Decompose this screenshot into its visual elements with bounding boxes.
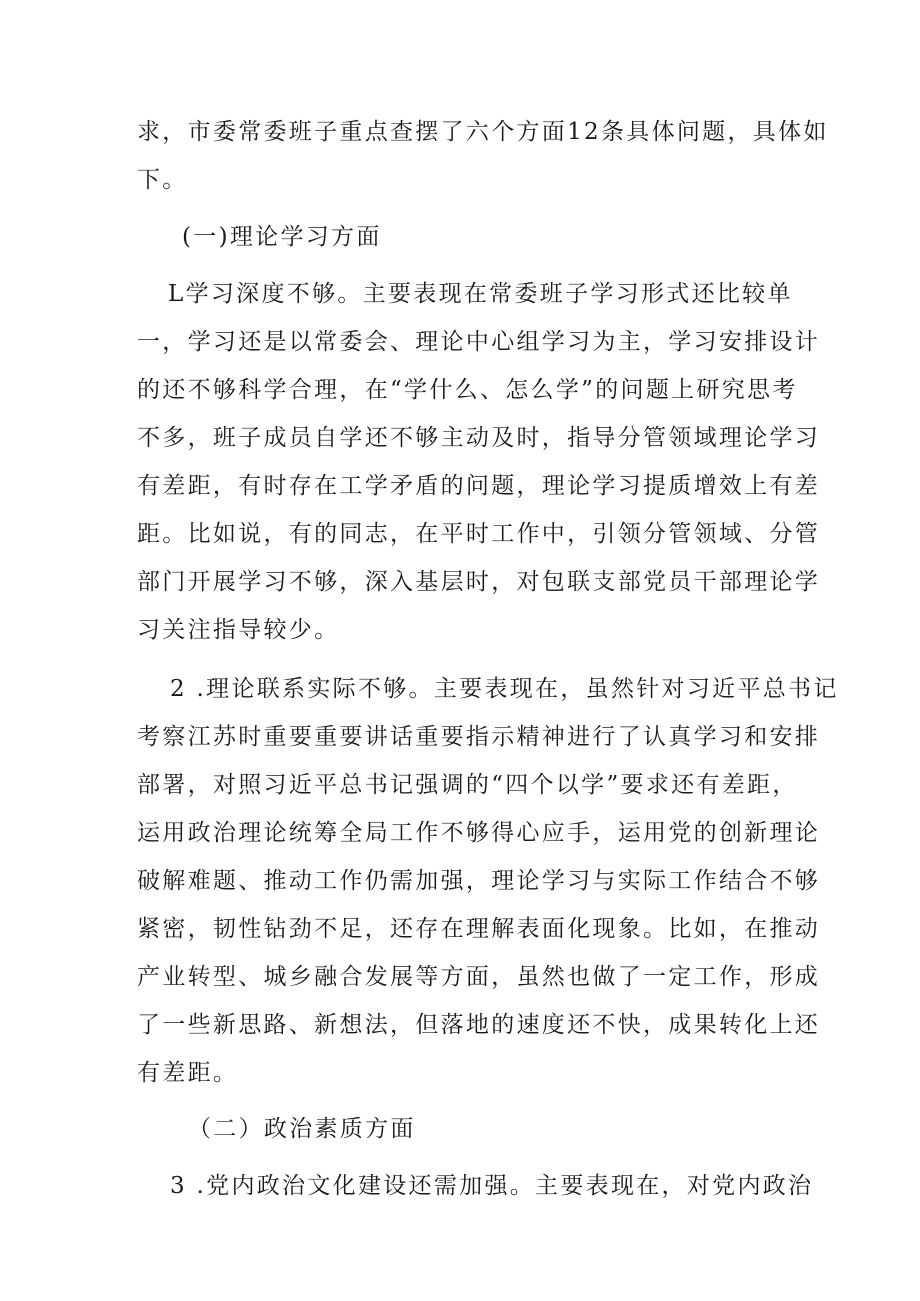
body-text-line: 产业转型、城乡融合发展等方面，虽然也做了一定工作，形成 xyxy=(137,964,821,990)
body-text-line: 的还不够科学合理，在“学什么、怎么学”的问题上研究思考 xyxy=(137,377,798,403)
body-text-line: 运用政治理论统筹全局工作不够得心应手，运用党的创新理论 xyxy=(137,820,821,846)
body-text-line: 紧密，韧性钻劲不足，还存在理解表面化现象。比如，在推动 xyxy=(137,916,821,942)
body-text-line: 有差距，有时存在工学矛盾的问题，理论学习提质增效上有差 xyxy=(137,473,821,499)
body-text-line: 了一些新思路、新想法，但落地的速度还不快，成果转化上还 xyxy=(137,1012,821,1038)
body-text-line: 求，市委常委班子重点查摆了六个方面12条具体问题，具体如 xyxy=(137,119,829,145)
body-text-line: 破解难题、推动工作仍需加强，理论学习与实际工作结合不够 xyxy=(137,868,821,894)
section-heading: （二）政治素质方面 xyxy=(188,1116,416,1142)
body-text-line: 2 .理论联系实际不够。主要表现在，虽然针对习近平总书记 xyxy=(170,676,839,702)
body-text-line: 习关注指导较少。 xyxy=(137,617,340,643)
section-heading: (一)理论学习方面 xyxy=(182,224,382,250)
body-text-line: 下。 xyxy=(137,167,188,193)
body-text-line: 有差距。 xyxy=(137,1060,239,1086)
body-text-line: 一，学习还是以常委会、理论中心组学习为主，学习安排设计 xyxy=(137,329,821,355)
body-text-line: 部门开展学习不够，深入基层时，对包联支部党员干部理论学 xyxy=(137,569,821,595)
body-text-line: L学习深度不够。主要表现在常委班子学习形式还比较单 xyxy=(168,281,793,307)
body-text-line: 部署，对照习近平总书记强调的“四个以学”要求还有差距， xyxy=(137,772,798,798)
body-text-line: 考察江苏时重要重要讲话重要指示精神进行了认真学习和安排 xyxy=(137,724,821,750)
body-text-line: 距。比如说，有的同志，在平时工作中，引领分管领域、分管 xyxy=(137,521,821,547)
body-text-line: 不多，班子成员自学还不够主动及时，指导分管领域理论学习 xyxy=(137,425,821,451)
body-text-line: 3 .党内政治文化建设还需加强。主要表现在，对党内政治 xyxy=(170,1173,814,1199)
